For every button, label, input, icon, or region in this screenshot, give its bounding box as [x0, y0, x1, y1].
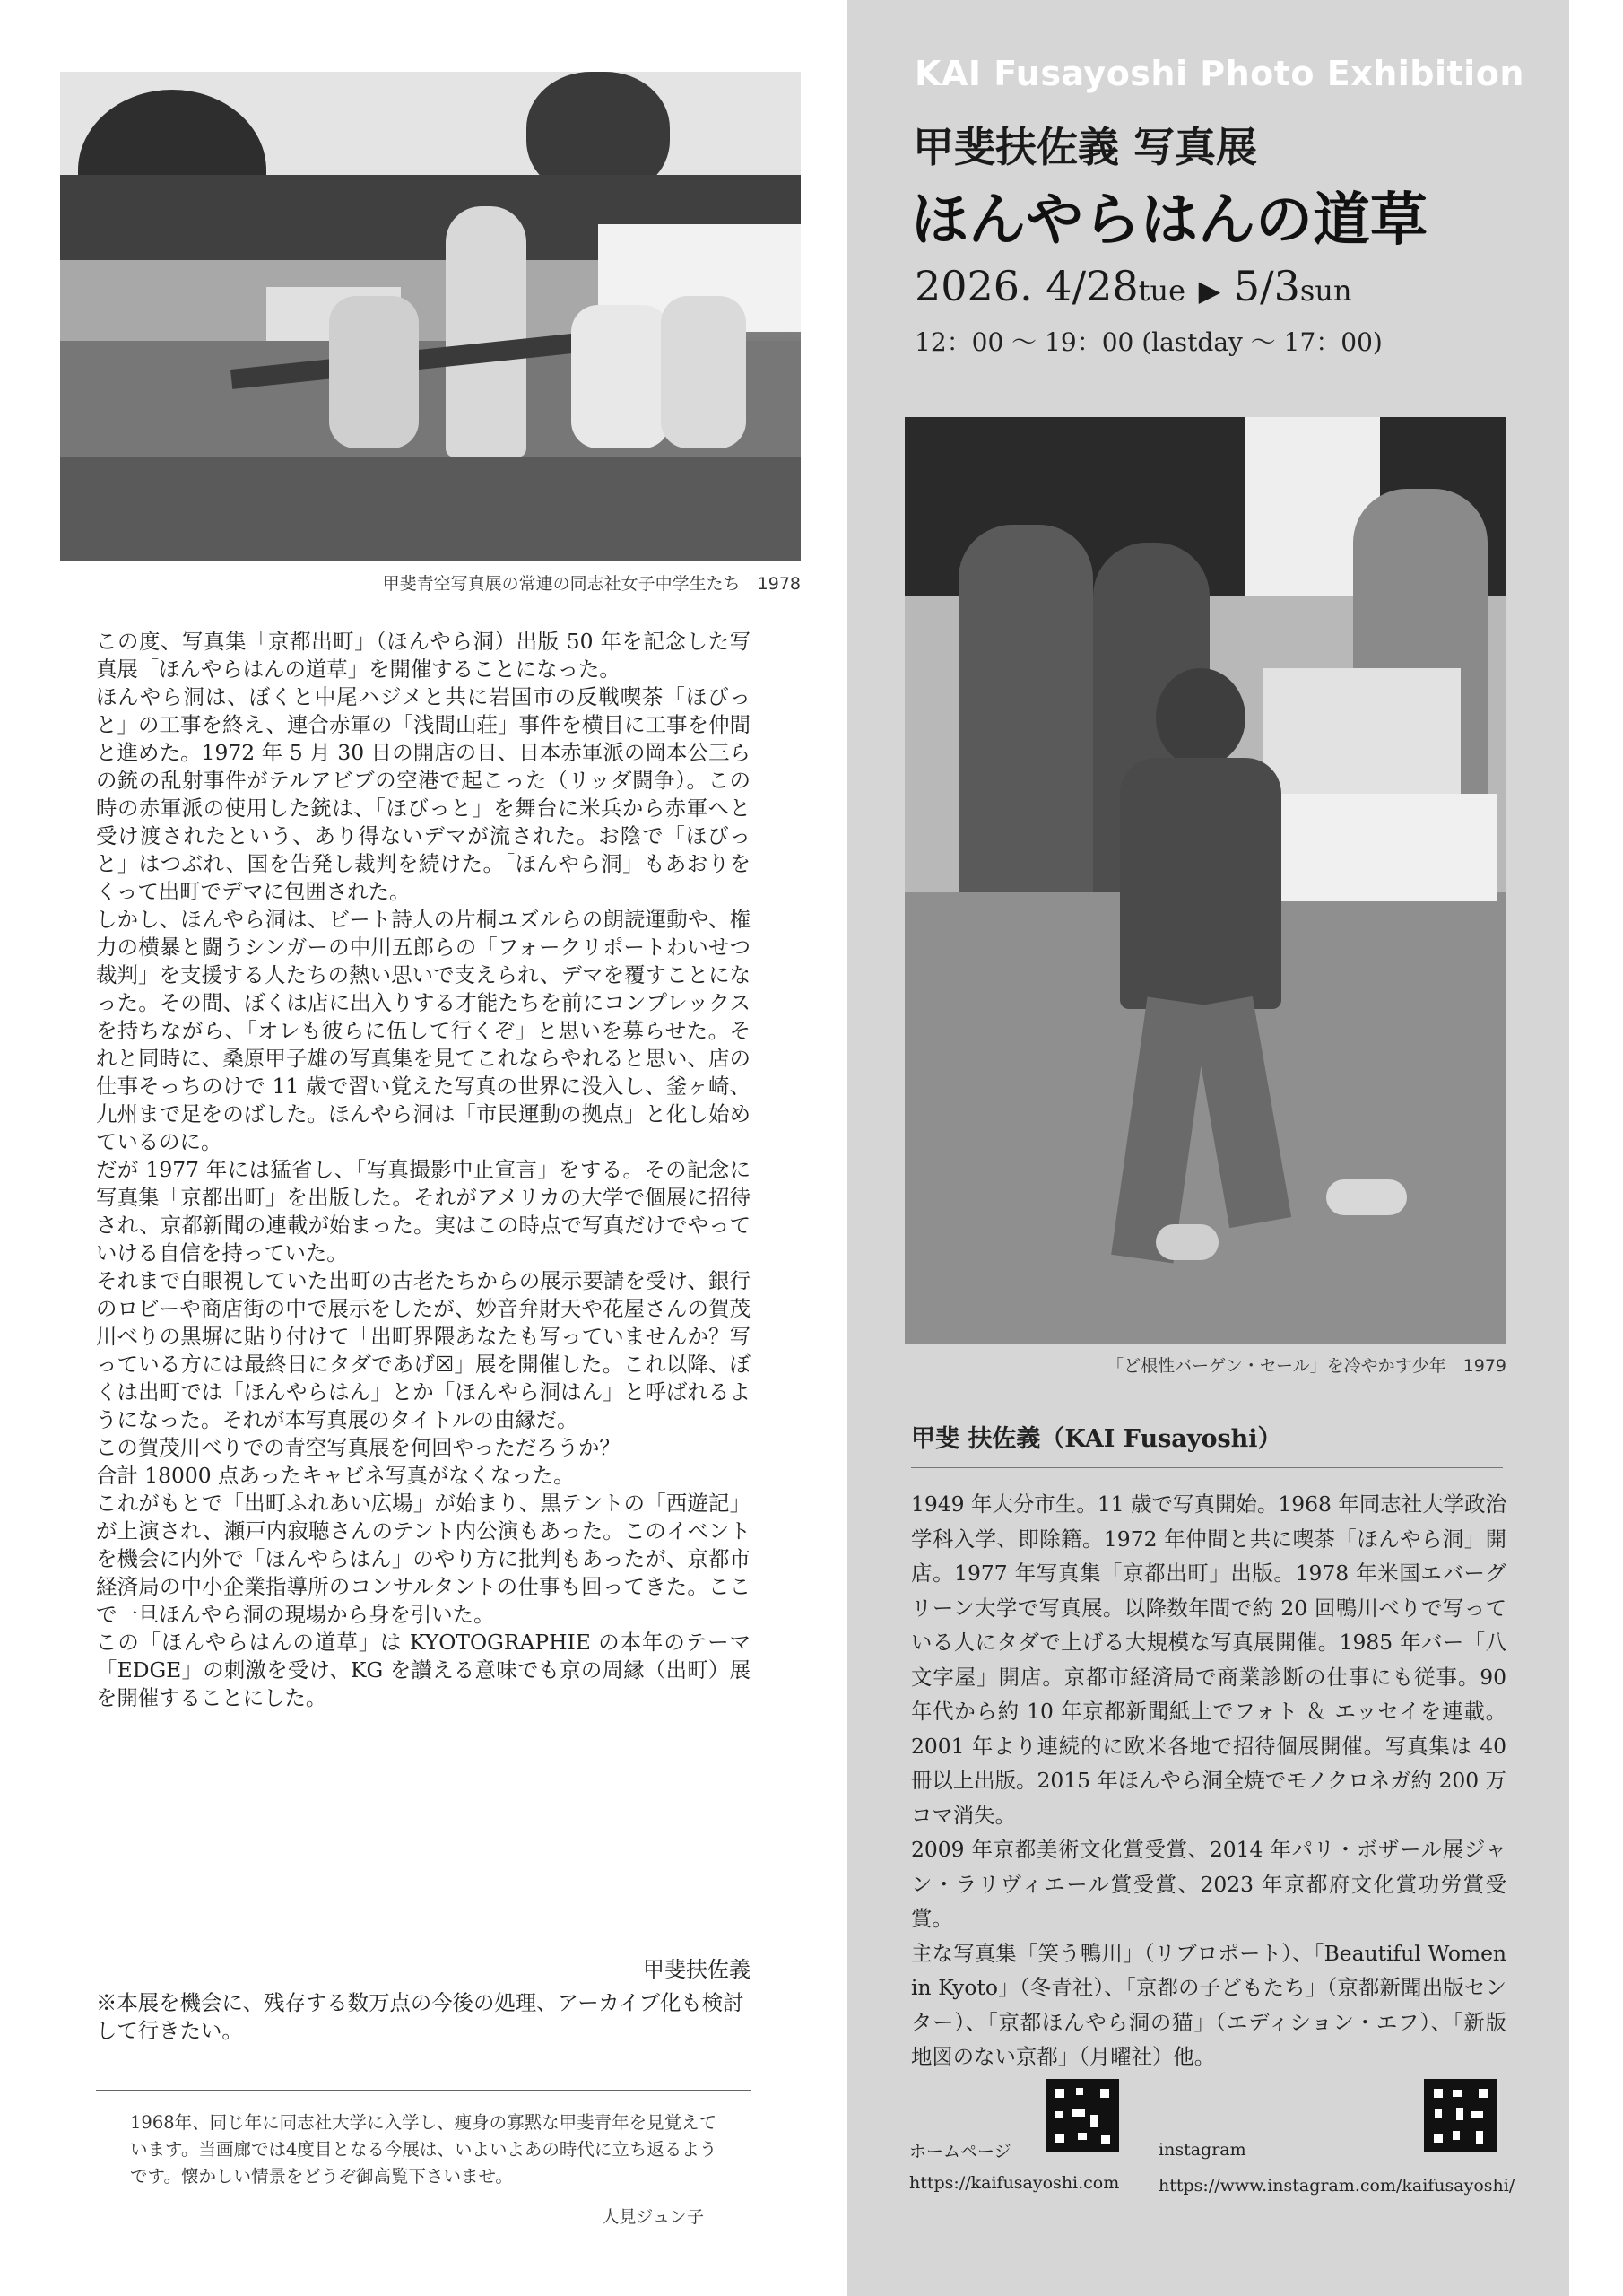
homepage-label: ホームページ — [909, 2142, 1011, 2161]
essay-note: ※本展を機会に、残存する数万点の今後の処理、アーカイブ化も検討して行きたい。 — [96, 1990, 744, 2043]
essay-paragraph: だが 1977 年には猛省し、「写真撮影中止宣言」をする。その記念に写真集「京都出町」を出版した。それがアメリカの大学で個展に招待され、京都新聞の連載が始まった。実はこの時点で写真だけでやっていける自信を持っていた。 — [96, 1157, 751, 1265]
divider-line — [96, 2090, 751, 2091]
essay-paragraph: この「ほんやらはんの道草」は KYOTOGRAPHIE の本年のテーマ「EDGE」の刺激を受け、KG を讃える意味でも京の周縁（出町）展を開催することにした。 — [96, 1630, 751, 1710]
date-end: 5/3 — [1233, 262, 1300, 310]
essay-paragraph: しかし、ほんやら洞は、ビート詩人の片桐ユズルらの朗読運動や、権力の横暴と闘うシンガーの中川五郎らの「フォークリポートわいせつ裁判」を支援する人たちの熱い思いで支えられ、デマを覆すことになった。その間、ぼくは店に出入りする才能たちを前にコンプレックスを持ちながら、「オレも彼らに伍して行くぞ」と思いを募らせた。それと同時に、桑原甲子雄の写真集を見てこれならやれると思い、店の仕事そっちのけで 11 歳で習い覚えた写真の世界に没入し、釜ヶ崎、九州まで足をのばした。ほんやら洞は「市民運動の拠点」と化し始めているのに。 — [96, 907, 751, 1154]
gallery-quote: 1968年、同じ年に同志社大学に入学し、痩身の寡黙な甲斐青年を見覚えています。当画廊では4度目となる今展は、いよいよあの時代に立ち返るようです。懐かしい情景をどうぞ御高覧下さいませ。 — [130, 2112, 717, 2187]
instagram-label: instagram — [1159, 2140, 1246, 2160]
instagram-link[interactable]: https://www.instagram.com/kaifusayoshi/ — [1159, 2176, 1515, 2196]
exhibition-subtitle: ほんやらはんの道草 — [911, 187, 1428, 254]
right-margin — [1569, 0, 1623, 2296]
essay-text — [96, 628, 751, 1712]
bio-divider — [911, 1467, 1503, 1468]
instagram-qr-code-icon[interactable] — [1424, 2079, 1497, 2152]
essay-paragraph: ほんやら洞は、ぼくと中尾ハジメと共に岩国市の反戦喫茶「ほびっと」の工事を終え、連合赤軍の「浅間山荘」事件を横目に工事を仲間と進めた。1972 年 5 月 30 日の開店の日、日本赤軍派の岡本公三らの銃の乱射事件がテルアビブの空港で起こった（リッダ闘争）。この時の赤軍派の使用した銃は、「ほびっと」を舞台に米兵から赤軍へと受け渡されたという、あり得ないデマが流された。お陰で「ほびっと」はつぶれ、国を告発し裁判を続けた。「ほんやら洞」もあおりをくって出町でデマに包囲された。 — [96, 684, 751, 904]
homepage-qr-code-icon[interactable] — [1046, 2079, 1119, 2152]
quote-author: 人見ジュン子 — [602, 2207, 704, 2227]
essay-paragraph: この賀茂川べりでの青空写真展を何回やっただろうか？ — [96, 1435, 621, 1460]
arrow-icon: ▶ — [1198, 274, 1221, 308]
essay-paragraph: それまで白眼視していた出町の古老たちからの展示要請を受け、銀行のロビーや商店街の中で展示をしたが、妙音弁財天や花屋さんの賀茂川べりの黒塀に貼り付けて「出町界隈あなたも写っていませんか？写っている方には最終日にタダであげ☒」展を開催した。これ以降、ぼくは出町では「ほんやらはん」とか「ほんやら洞はん」と呼ばれるようになった。それが本写真展のタイトルの由縁だ。 — [96, 1268, 751, 1432]
top-photo-schoolgirls — [60, 72, 801, 561]
top-photo-caption: 甲斐青空写真展の常連の同志社女子中学生たち 1978 — [382, 574, 801, 594]
bio-paragraph: 2009 年京都美術文化賞受賞、2014 年パリ・ボザール展ジャン・ラリヴィエール賞受賞、2023 年京都府文化賞功労賞受賞。 — [911, 1837, 1506, 1931]
essay-paragraph: 合計 18000 点あったキャビネ写真がなくなった。 — [96, 1463, 575, 1488]
essay-paragraph: この度、写真集「京都出町」（ほんやら洞）出版 50 年を記念した写真展「ほんやらはんの道草」を開催することになった。 — [96, 629, 751, 682]
exhibition-dates — [915, 262, 1352, 310]
exhibition-title-en: KAI Fusayoshi Photo Exhibition — [915, 54, 1524, 93]
essay-signature: 甲斐扶佐義 — [643, 1957, 751, 1982]
exhibition-title-jp: 甲斐扶佐義 写真展 — [913, 123, 1258, 171]
right-photo-boy — [905, 417, 1506, 1344]
date-end-day: sun — [1299, 274, 1352, 308]
bio-paragraph: 主な写真集「笑う鴨川」（リブロポート）、「Beautiful Women in Kyoto」（冬青社）、「京都の子どもたち」（京都新聞出版センター）、「京都ほんやら洞の猫」（エディション・エフ）、「新版 地図のない京都」（月曜社）他。 — [911, 1940, 1506, 2069]
exhibition-hours: 12：00 ～ 19：00 (lastday ～ 17：00) — [915, 327, 1383, 357]
date-start: 2026. 4/28 — [915, 262, 1139, 310]
bio-text — [911, 1487, 1506, 2074]
bio-heading: 甲斐 扶佐義（KAI Fusayoshi） — [911, 1425, 1282, 1453]
homepage-link[interactable]: https://kaifusayoshi.com — [909, 2173, 1120, 2193]
essay-paragraph: これがもとで「出町ふれあい広場」が始まり、黒テントの「西遊記」が上演され、瀬戸内寂聴さんのテント内公演もあった。このイベントを機会に内外で「ほんやらはん」のやり方に批判もあったが、京都市経済局の中小企業指導所のコンサルタントの仕事も回ってきた。ここで一旦ほんやら洞の現場から身を引いた。 — [96, 1491, 751, 1627]
date-start-day: tue — [1138, 274, 1186, 308]
right-photo-caption: 「ど根性バーゲン・セール」を冷やかす少年 1979 — [1107, 1356, 1506, 1376]
bio-paragraph: 1949 年大分市生。11 歳で写真開始。1968 年同志社大学政治学科入学、即除籍。1972 年仲間と共に喫茶「ほんやら洞」開店。1977 年写真集「京都出町」出版。1978 年米国エバーグリーン大学で写真展。以降数年間で約 20 回鴨川べりで写っている人にタダで上げる大規模な写真展開催。1985 年バー「八文字屋」開店。京都市経済局で商業診断の仕事にも従事。90 年代から約 10 年京都新聞紙上でフォト ＆ エッセイを連載。2001 年より連続的に欧米各地で招待個展開催。写真集は 40 冊以上出版。2015 年ほんやら洞全焼でモノクロネガ約 200 万コマ消失。 — [911, 1492, 1506, 1828]
